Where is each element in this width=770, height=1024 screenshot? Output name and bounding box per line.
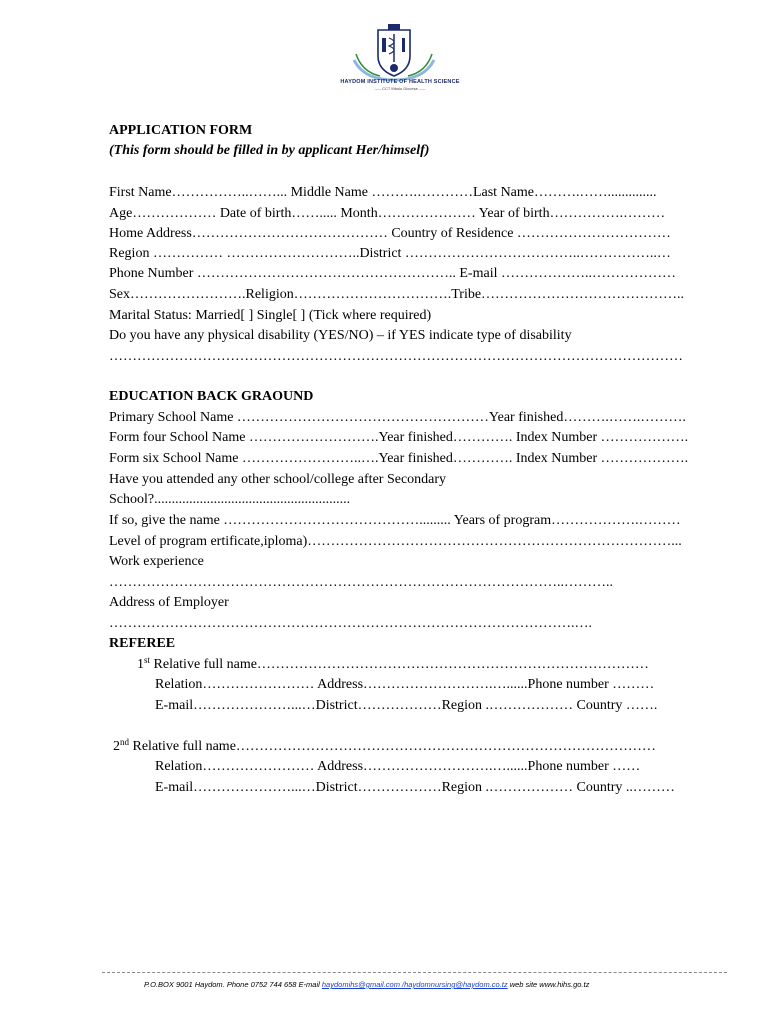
marital-status-line: Marital Status: Married[ ] Single[ ] (Tick where required): [109, 308, 432, 323]
name-field-line: First Name……………..……... Middle Name ……….…………Last Name……….……..............: [109, 185, 657, 200]
other-school-answer: School?........................................................: [109, 492, 351, 507]
second-ordinal: 2: [113, 739, 120, 754]
form-title: APPLICATION FORM: [109, 123, 253, 138]
disability-answer-line: ……………………………………………………………………………………………………………: [109, 349, 683, 364]
primary-school-line: Primary School Name ………………………………………………Year finished……….…….……….: [109, 410, 686, 425]
referee-heading: REFEREE: [109, 636, 176, 651]
footer-address: P.O.BOX 9001 Haydom. Phone 0752 744 658 E-mail: [144, 980, 322, 989]
second-relation-line: Relation…………………… Address……………………….…......Phone number ……: [155, 759, 641, 774]
program-level-line: Level of program ertificate,iploma)……………………………………………………………………...: [109, 534, 682, 549]
first-relative-name-text: Relative full name…………………………………………………………………………: [150, 657, 649, 672]
employer-address-label: Address of Employer: [109, 595, 229, 610]
second-relative-name-text: Relative full name………………………………………………………………………………: [129, 739, 656, 754]
work-experience-line: ……………………………………………………………………………………..………..: [109, 575, 613, 590]
first-relative-name-line: [137, 657, 649, 673]
first-ordinal: 1: [137, 657, 144, 672]
age-field-line: Age……………… Date of birth……..... Month………………… Year of birth…………….………: [109, 206, 666, 221]
footer-divider: [102, 972, 727, 973]
other-school-question: Have you attended any other school/college after Secondary: [109, 472, 447, 487]
institution-name: HAYDOM INSTITUTE OF HEALTH SCIENCE: [340, 79, 460, 85]
phone-field-line: Phone Number ……………………………………………….. E-mail ………………..………………: [109, 266, 676, 281]
first-ordinal-suffix: st: [144, 655, 151, 665]
footer-email-link[interactable]: haydomihs@gmail.com /haydomnursing@haydom.co.tz: [321, 980, 508, 989]
first-relation-line: Relation…………………… Address……………………….…......Phone number ………: [155, 677, 655, 692]
second-relative-name-line: [113, 739, 656, 755]
form-six-line: Form six School Name ……………………..….Year finished…………. Index Number ……………….: [109, 451, 689, 466]
form-subtitle: (This form should be filled in by applicant Her/himself): [109, 143, 430, 158]
employer-address-line: ……………………………………………………………………………………….….: [109, 616, 592, 631]
second-email-line: E-mail…………………...…District………………Region .……………… Country ..………: [155, 780, 675, 795]
institution-motto: ----- CCT Mbulu Diocese -----: [374, 86, 426, 91]
education-heading: EDUCATION BACK GRAOUND: [109, 389, 314, 404]
school-name-line: If so, give the name ……………………………………......... Years of program……………….………: [109, 513, 681, 528]
first-email-line: E-mail…………………...…District………………Region .……………… Country …….: [155, 698, 658, 713]
form-four-line: Form four School Name ……………………….Year finished…………. Index Number ……………….: [109, 430, 689, 445]
disability-question: Do you have any physical disability (YES/NO) – if YES indicate type of disability: [109, 328, 572, 343]
work-experience-label: Work experience: [109, 554, 204, 569]
region-field-line: Region …………… ………………………..District ………………………………..……………..…: [109, 246, 671, 261]
sex-field-line: Sex…………………….Religion…………………………….Tribe……………………………………..: [109, 287, 685, 302]
footer-contact: [144, 980, 589, 989]
second-ordinal-suffix: nd: [120, 737, 129, 747]
footer-website: web site www.hihs.go.tz: [507, 980, 590, 989]
address-field-line: Home Address…………………………………… Country of Residence ……………………………: [109, 226, 671, 241]
institute-logo: [344, 20, 444, 82]
